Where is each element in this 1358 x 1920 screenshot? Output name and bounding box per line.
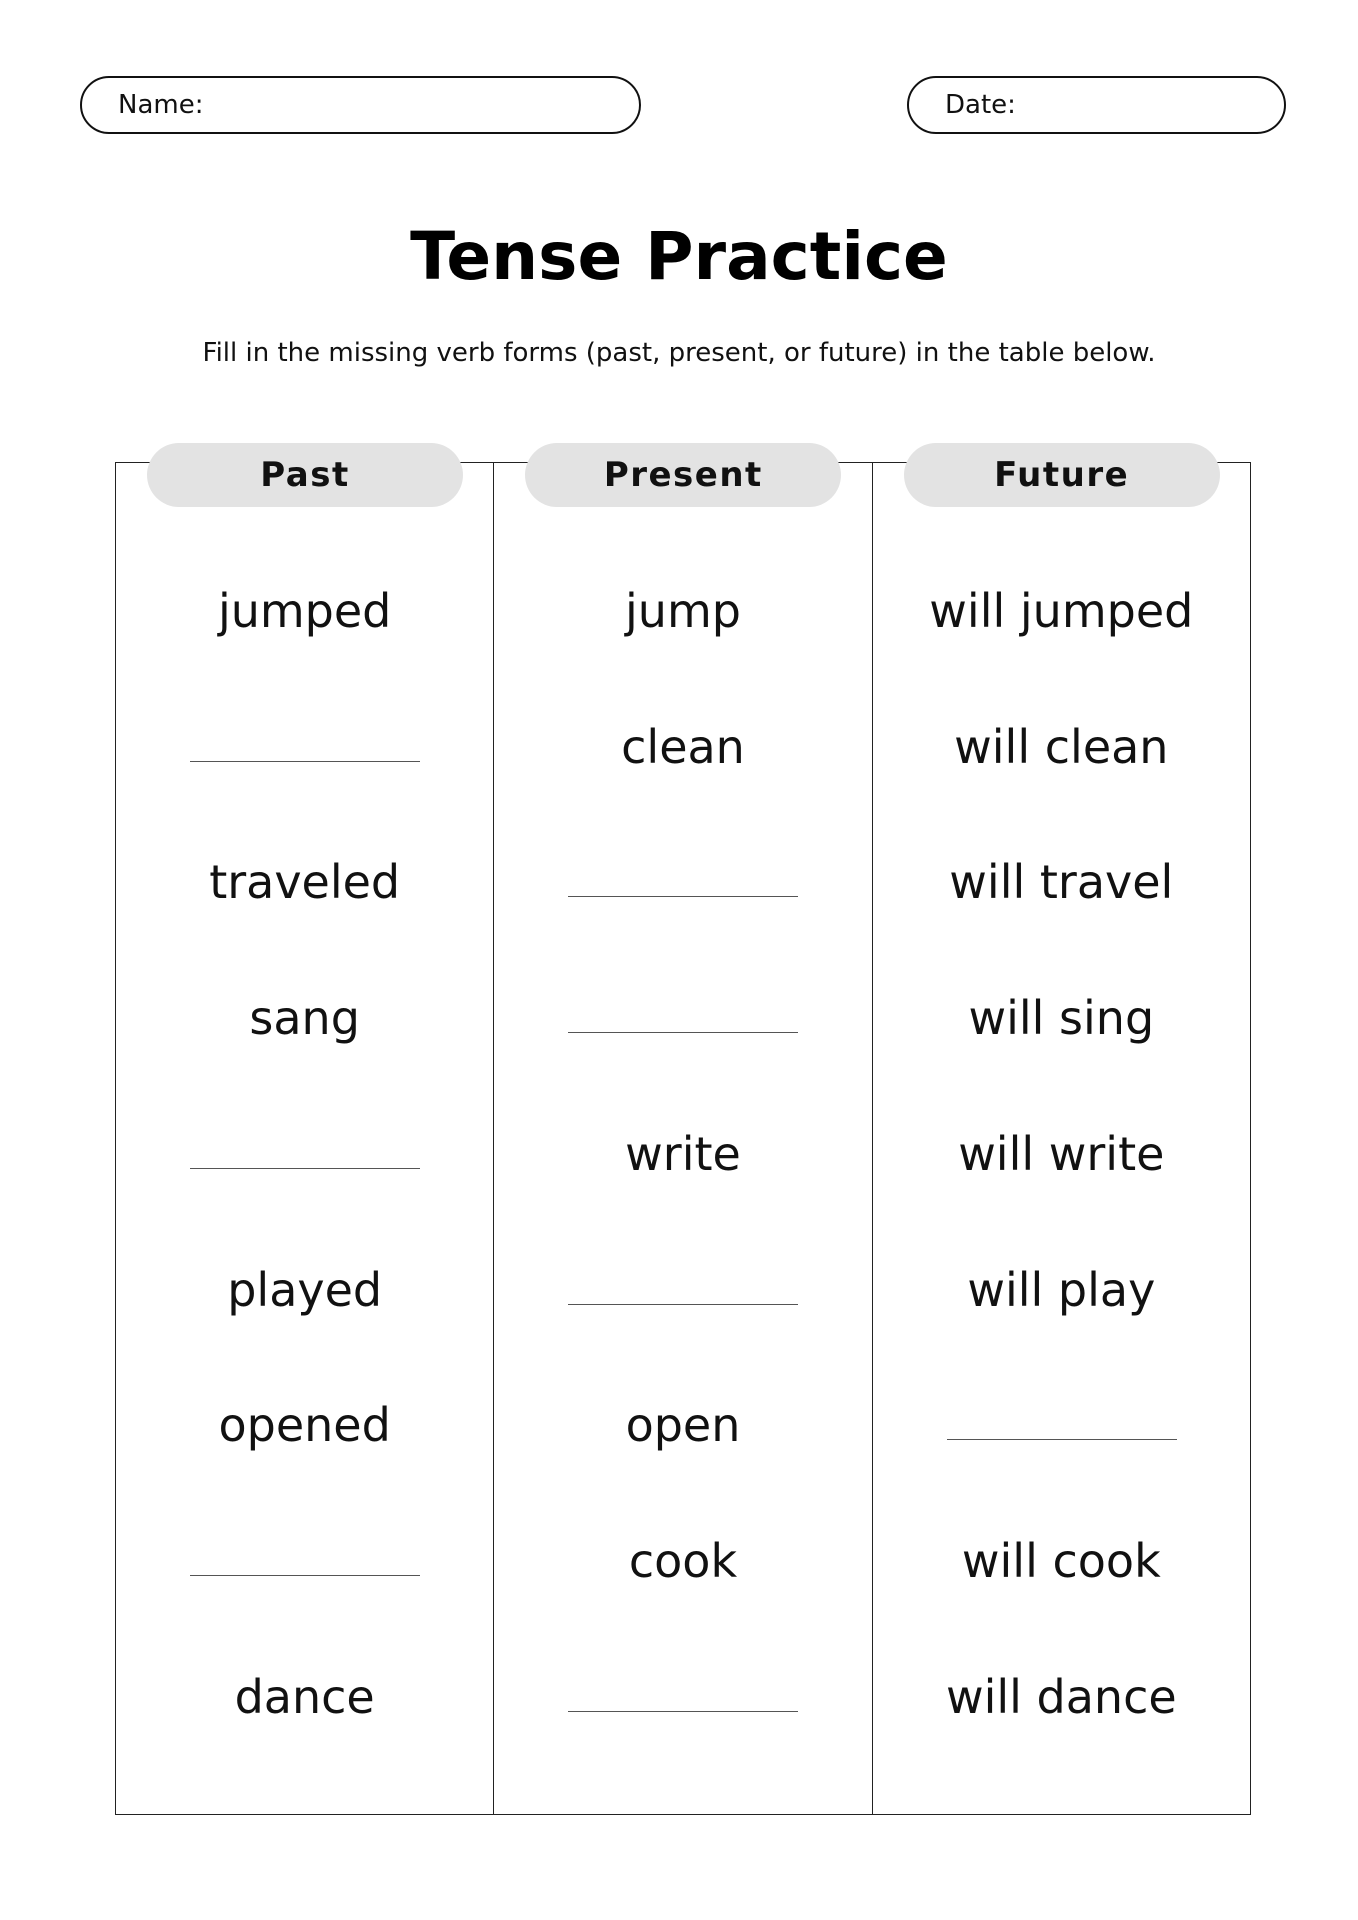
future-verb-cell: will travel [949, 855, 1174, 910]
future-verb-cell: will cook [961, 1533, 1161, 1588]
future-verb-cell: will jumped [929, 584, 1194, 638]
past-answer-blank[interactable] [190, 1575, 420, 1576]
future-verb-cell: will write [958, 1126, 1165, 1181]
past-verb-cell: jumped [217, 584, 392, 638]
present-answer-blank[interactable] [568, 1032, 798, 1033]
present-verb-cell: open [625, 1398, 741, 1453]
present-column-heading: Present [525, 443, 841, 507]
past-answer-blank[interactable] [190, 1168, 420, 1169]
past-verb-cell: played [227, 1262, 383, 1317]
past-verb-cell: traveled [209, 855, 401, 910]
date-label: Date: [945, 90, 1016, 120]
instructions: Fill in the missing verb forms (past, present, or future) in the table below. [202, 338, 1156, 368]
past-verb-cell: opened [218, 1398, 391, 1453]
past-column [116, 455, 494, 1814]
page-title: Tense Practice [410, 218, 948, 295]
present-verb-cell: write [625, 1126, 741, 1181]
present-column [494, 455, 872, 1814]
present-answer-blank[interactable] [568, 1711, 798, 1712]
past-verb-cell: dance [234, 1669, 375, 1724]
future-column [873, 455, 1250, 1814]
present-verb-cell: jump [625, 584, 741, 638]
present-answer-blank[interactable] [568, 896, 798, 897]
past-answer-blank[interactable] [190, 761, 420, 762]
name-field[interactable] [80, 76, 641, 134]
future-verb-cell: will play [967, 1262, 1156, 1317]
present-answer-blank[interactable] [568, 1304, 798, 1305]
tense-table [115, 455, 1251, 1815]
present-verb-cell: cook [628, 1533, 738, 1588]
name-label: Name: [118, 90, 204, 120]
future-verb-cell: will clean [954, 719, 1169, 774]
future-verb-cell: will dance [945, 1669, 1177, 1724]
future-verb-cell: will sing [968, 991, 1155, 1046]
date-field[interactable] [907, 76, 1286, 134]
future-column-heading: Future [904, 443, 1220, 507]
past-verb-cell: sang [249, 991, 360, 1046]
past-column-heading: Past [147, 443, 463, 507]
future-answer-blank[interactable] [947, 1439, 1177, 1440]
present-verb-cell: clean [621, 719, 745, 774]
